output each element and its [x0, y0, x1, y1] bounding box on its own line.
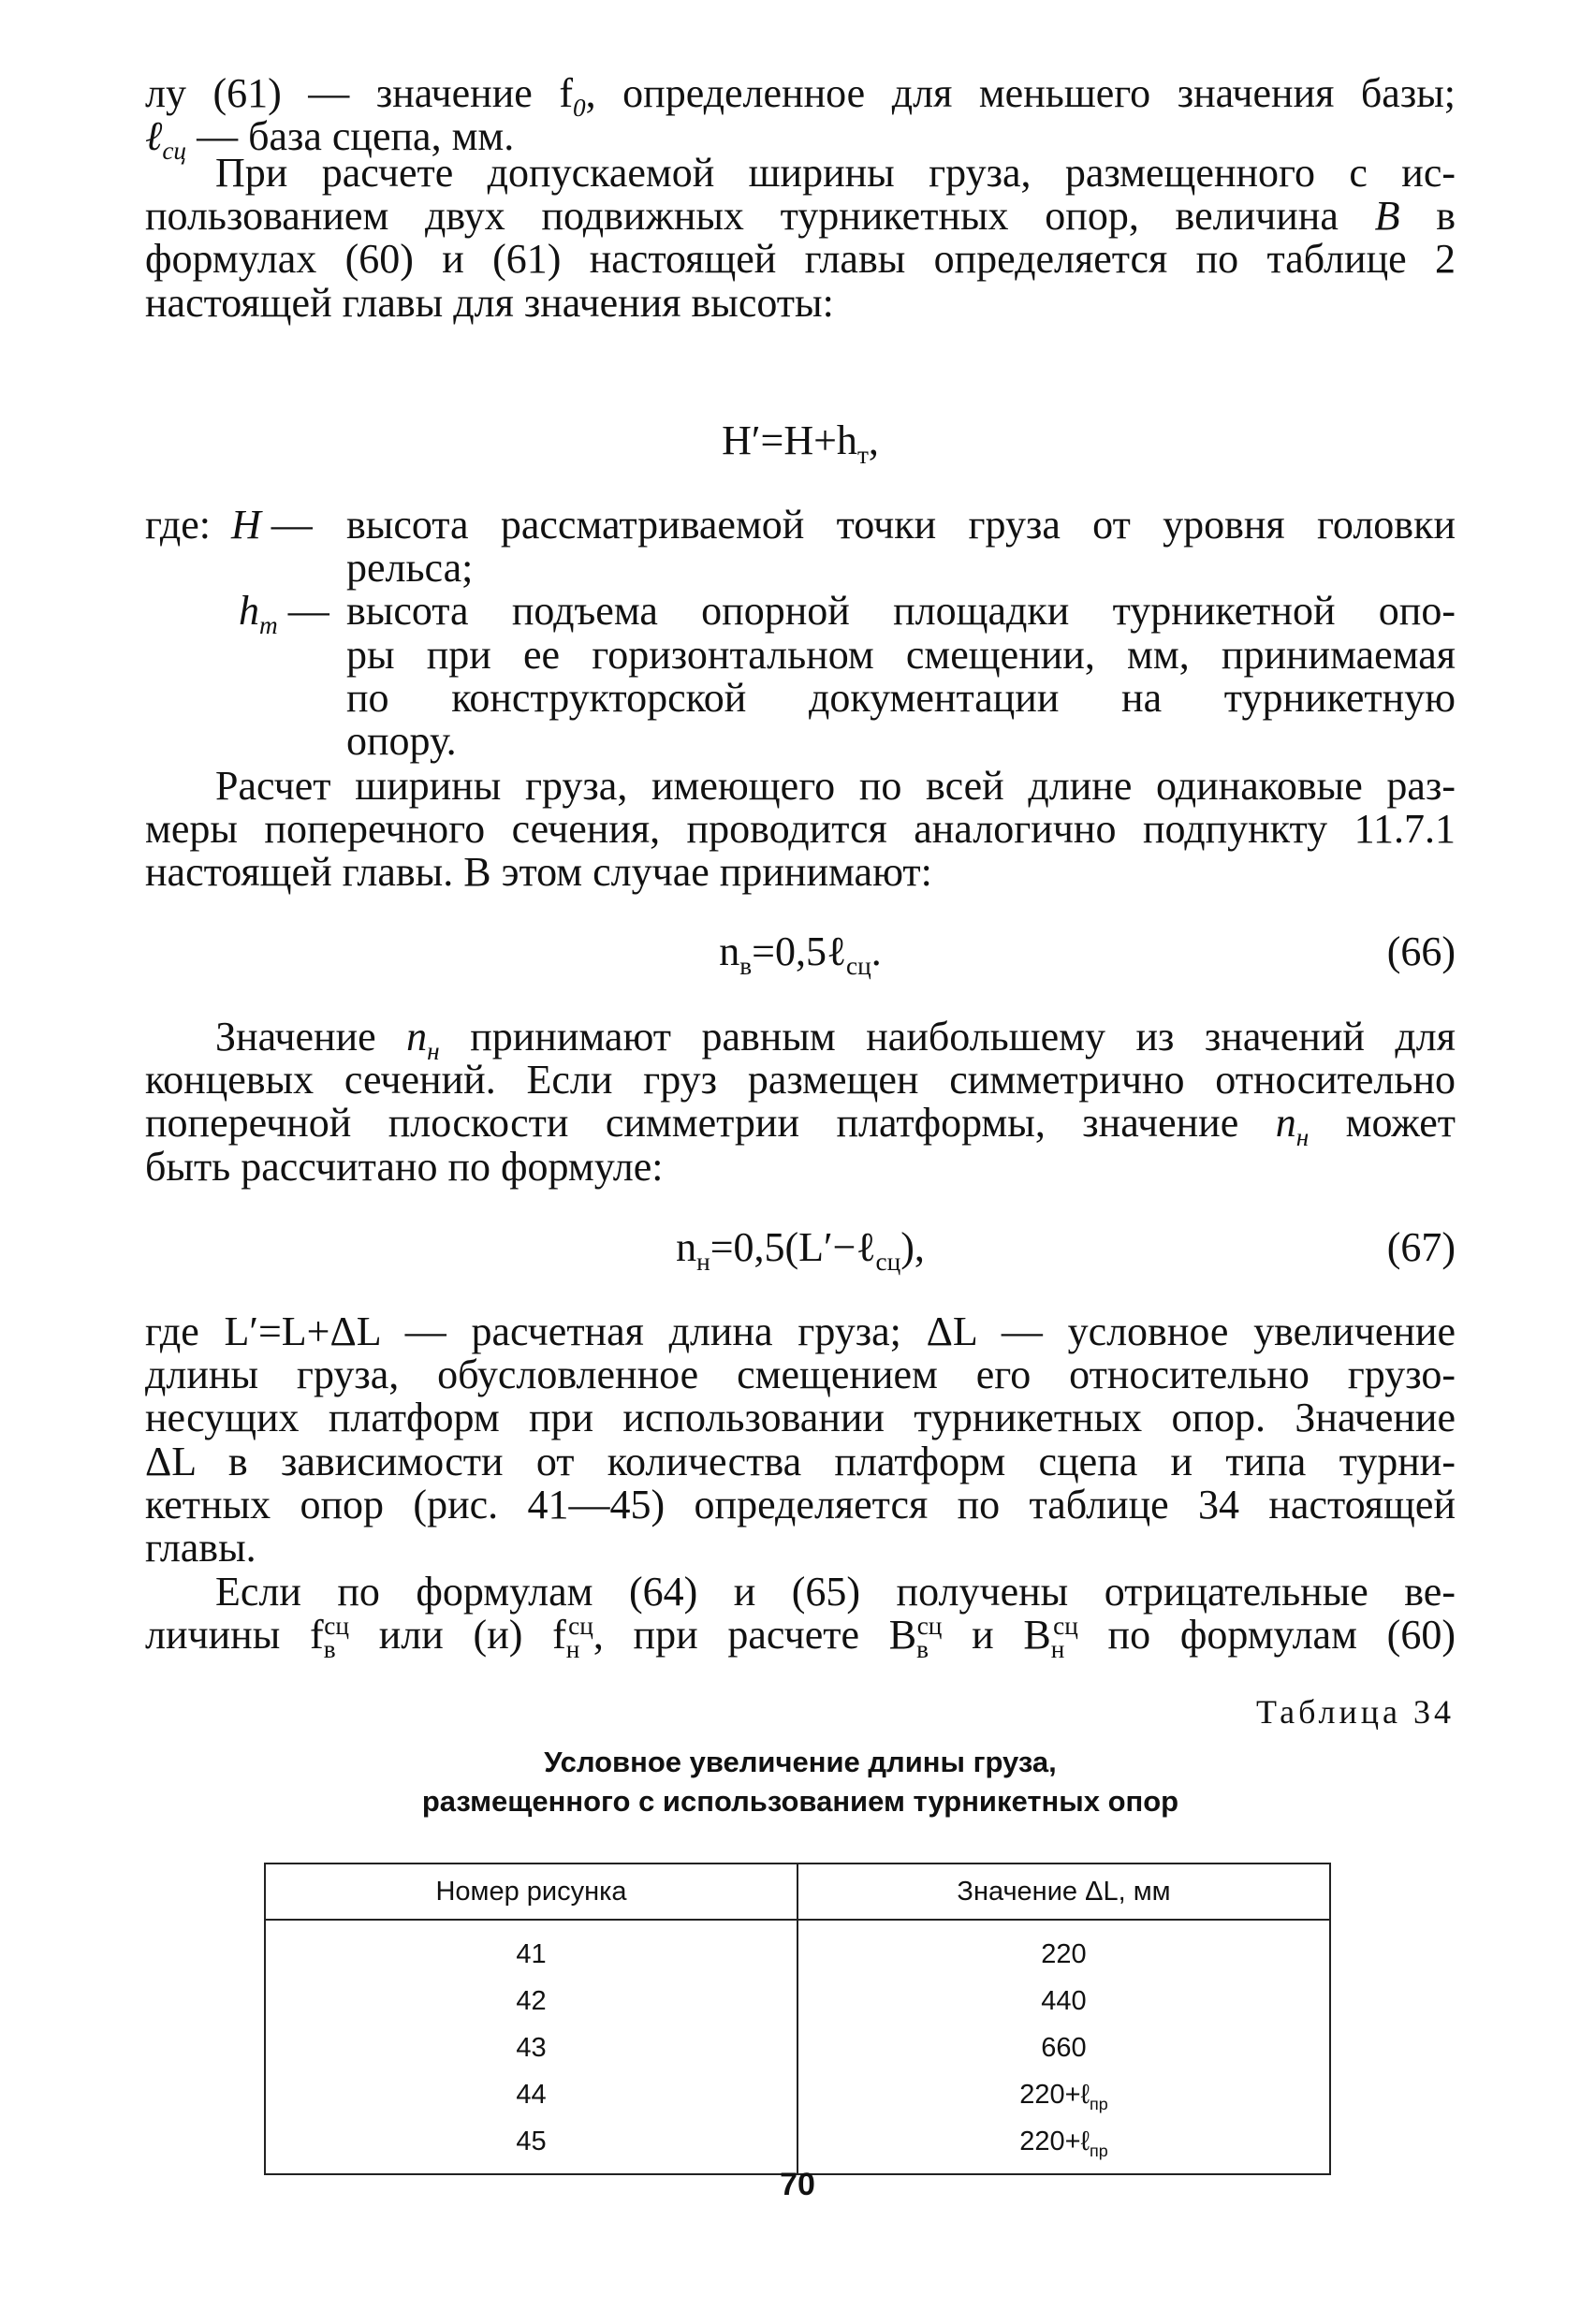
text-line: несущих платформ при использовании турникетных опор. Значение: [145, 1395, 1456, 1441]
text-line: лу (61) — значение $f_0$, определенное для меньшего значения базы;: [145, 70, 1456, 122]
text-line: опору.: [346, 718, 457, 765]
cell-delta: 220: [798, 1920, 1330, 1978]
cell-delta: 440: [798, 1978, 1330, 2024]
paragraph-constant-section: [145, 765, 1456, 895]
text-line: где L′=L+ΔL — расчетная длина груза; ΔL — условное увеличение: [145, 1308, 1456, 1354]
paragraph-negative-values: [145, 1569, 1456, 1663]
cell-delta: 660: [798, 2024, 1330, 2071]
cell-figure: 44: [265, 2071, 798, 2118]
table-row: [265, 2071, 1330, 2118]
table-label: Таблица 34: [1256, 1693, 1455, 1731]
column-header-delta: Значение ΔL, мм: [798, 1864, 1330, 1920]
equation-number: (67): [1386, 1224, 1456, 1270]
text-line: по конструкторской документации на турникетную: [346, 674, 1456, 721]
table-row: [265, 2024, 1330, 2071]
equation-number: (66): [1386, 928, 1456, 974]
paragraph-design-length: [145, 1310, 1456, 1570]
definition-ht: $h_т$ — высота подъема опорной площадки турникетной опо- ры при ее горизонтальном смещении, мм, принимаемая по конструкторской документации на турникетную опору.: [239, 588, 1456, 765]
table-row: [265, 1920, 1330, 1978]
text-line: Значение $n_н$ принимают равным наибольшему из значений для: [215, 1014, 1456, 1065]
text-line: длины груза, обусловленное смещением его относительно грузо-: [145, 1352, 1456, 1398]
text-line: При расчете допускаемой ширины груза, размещенного с ис-: [215, 150, 1456, 196]
cell-delta: 220+ℓ$_{пр}$: [798, 2118, 1330, 2174]
text-line: настоящей главы. В этом случае принимают:: [145, 849, 932, 896]
text-line: меры поперечного сечения, проводится аналогично подпункту 11.7.1: [145, 806, 1456, 853]
text-line: высота подъема опорной площадки турникетной опо-: [346, 588, 1456, 635]
table-row: [265, 2118, 1330, 2174]
definition-h: где: H — высота рассматриваемой точки груза от уровня головки рельса;: [145, 502, 1456, 592]
table-length-increase: [264, 1863, 1331, 2175]
text-line: концевых сечений. Если груз размещен симметрично относительно: [145, 1057, 1456, 1104]
text-line: пользованием двух подвижных турникетных опор, величина B в: [145, 193, 1456, 240]
paragraph-continuation: [145, 70, 1456, 165]
text-line: быть рассчитано по формуле:: [145, 1143, 664, 1190]
definitions-list: [145, 504, 1456, 763]
caption-line: размещенного с использованием турникетных опор: [421, 1785, 1179, 1818]
text-line: ℓ$_{сц}$ — база сцепа, мм.: [145, 113, 515, 165]
text-line: ΔL в зависимости от количества платформ сцепа и типа турни-: [145, 1438, 1456, 1484]
text-line: ры при ее горизонтальном смещении, мм, принимаемая: [346, 631, 1456, 678]
cell-delta: 220+ℓ$_{пр}$: [798, 2071, 1330, 2118]
cell-figure: 45: [265, 2118, 798, 2174]
text-line: формулах (60) и (61) настоящей главы определяется по таблице 2: [145, 236, 1456, 283]
text-line: рельса;: [346, 545, 474, 592]
text-line: высота рассматриваемой точки груза от уровня головки: [346, 502, 1456, 548]
table-row: [265, 1978, 1330, 2024]
text-line: Расчет ширины груза, имеющего по всей длине одинаковые раз-: [215, 763, 1456, 809]
table-header-row: [265, 1864, 1330, 1920]
cell-figure: 41: [265, 1920, 798, 1978]
paragraph-width-calculation: [145, 152, 1456, 325]
caption-line: Условное увеличение длины груза,: [544, 1746, 1057, 1778]
document-page: лу (61) — значение $f_0$, определенное для меньшего значения базы; ℓ$_{сц}$ — база сцепа, мм. При расчете допускаемой ширины груза, размещенного с ис- пользованием двух подвижных турникетных опор, величина B в формулах (60) и (61) настоящей главы определяется по таблице 2 настоящей главы для значения высоты: $H'=H+h_т$, где: H — высота рассматриваемой точки груза от уровня головки рельса; $h_т$ — высота подъема опорной площадки турникетной опо- ры при ее горизонтальном смещении, мм, принимаемая по конструкторской документации на турникетную опору. Расчет ширины груза, имеющего по всей длине одинаковые раз- меры поперечного сечения, проводится аналогично подпункту 11.7.1 настоящей главы. В этом случае принимают: $n_в=0,5\ell_{сц}$. (66) Значение $n_н$ принимают равным наибольшему из значений для концевых сечений. Если груз размещен симметрично относительно поперечной плоскости симметрии платформы, значение $n_н$ может быть рассчитано по формуле: $n_н=0,5(L'-\ell_{сц})$, (67) где L′=L+ΔL — расчетная длина груза; ΔL — условное увеличение длины груза, обусловленное смещением его относительно грузо- несущих платформ при использовании турникетных опор. Значение ΔL в зависимости от количества платформ сцепа и типа турни- кетных опор (рис. 41—45) определяется по таблице 34 настоящей главы. Если по формулам (64) и (65) получены отрицательные ве- личины $f_в^{сц}$ или (и) $f_н^{сц}$, при расчете $B_в^{сц}$ и $B_н^{сц}$ по формулам (60) Таблица 34 Условное увеличение длины груза, размещенного с использованием турникетных опор Номер рисунка Значение ΔL, мм 41 220 42 440 43 660 44 220+ℓ$_{пр}$ 45 220+ℓ$_{пр}$ 70: [0, 0, 1595, 2324]
text-line: кетных опор (рис. 41—45) определяется по таблице 34 настоящей: [145, 1481, 1456, 1527]
text-line: личины $f_в^{сц}$ или (и) $f_н^{сц}$, при расчете $B_в^{сц}$ и $B_н^{сц}$ по формулам (60): [145, 1611, 1456, 1663]
text-line: Если по формулам (64) и (65) получены отрицательные ве-: [215, 1569, 1456, 1615]
text-line: главы.: [145, 1525, 256, 1571]
cell-figure: 42: [265, 1978, 798, 2024]
paragraph-nn-value: [145, 1016, 1456, 1189]
page-number: 70: [780, 2167, 815, 2202]
text-line: поперечной плоскости симметрии платформы, значение $n_н$ может: [145, 1100, 1456, 1152]
column-header-figure: Номер рисунка: [265, 1864, 798, 1920]
text-line: настоящей главы для значения высоты:: [145, 279, 834, 326]
cell-figure: 43: [265, 2024, 798, 2071]
table-caption: [145, 1743, 1456, 1821]
